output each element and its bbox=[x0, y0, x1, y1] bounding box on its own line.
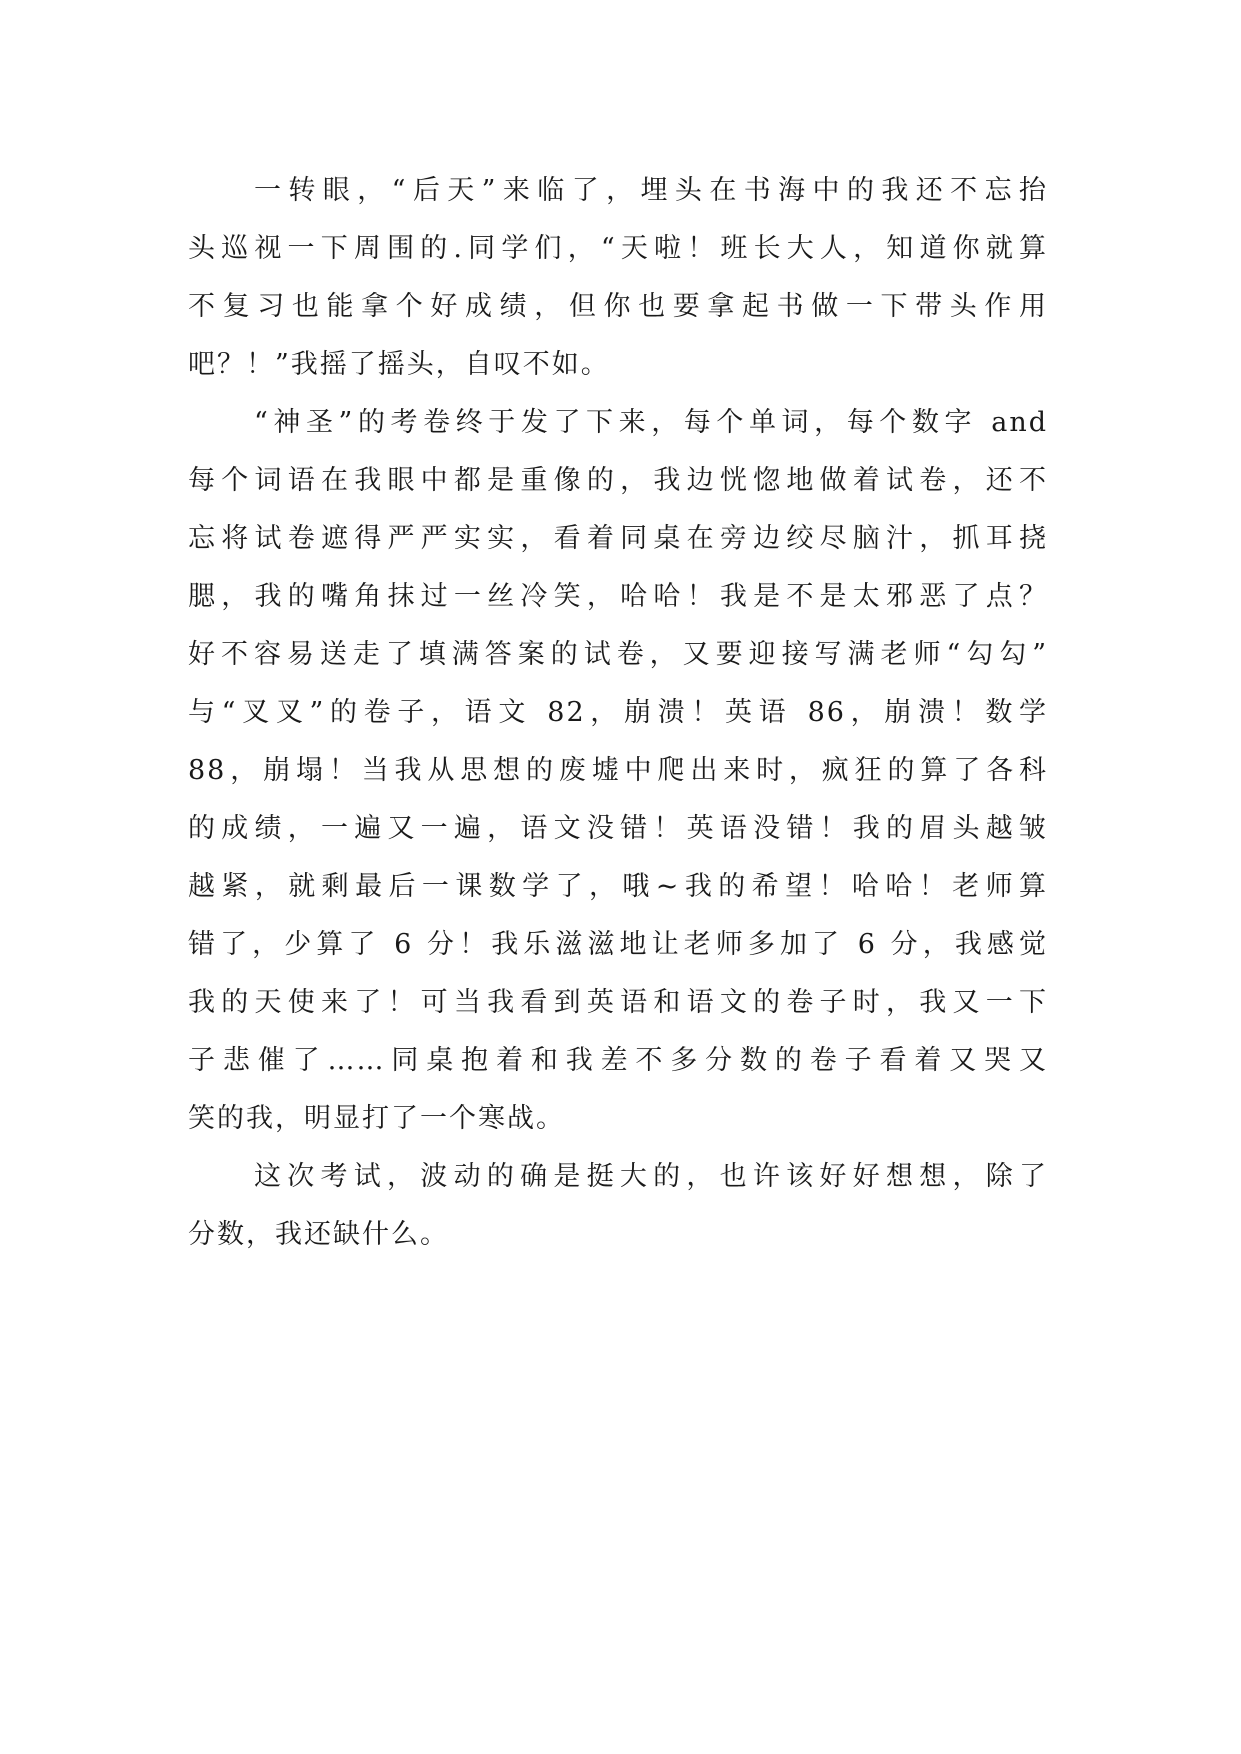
text-line: 不复习也能拿个好成绩，但你也要拿起书做一下带头作用 bbox=[188, 291, 1048, 322]
paragraph-1 bbox=[188, 162, 1048, 394]
text-line: 子悲催了……同桌抱着和我差不多分数的卷子看着又哭又 bbox=[188, 1045, 1048, 1076]
text-line: 与“叉叉”的卷子，语文 82，崩溃！英语 86，崩溃！数学 bbox=[188, 697, 1048, 728]
text-line: 腮，我的嘴角抹过一丝冷笑，哈哈！我是不是太邪恶了点？ bbox=[188, 581, 1048, 612]
text-line: 越紧，就剩最后一课数学了，哦~我的希望！哈哈！老师算 bbox=[188, 871, 1048, 902]
paragraph-3 bbox=[188, 1148, 1048, 1264]
text-line: 的成绩，一遍又一遍，语文没错！英语没错！我的眉头越皱 bbox=[188, 813, 1048, 844]
text-line: 吧？！”我摇了摇头，自叹不如。 bbox=[188, 349, 610, 380]
text-line: 我的天使来了！可当我看到英语和语文的卷子时，我又一下 bbox=[188, 987, 1048, 1018]
text-line: 笑的我，明显打了一个寒战。 bbox=[188, 1103, 565, 1134]
text-line: 好不容易送走了填满答案的试卷，又要迎接写满老师“勾勾” bbox=[188, 639, 1048, 670]
document-body bbox=[188, 162, 1048, 1264]
text-line: 分数，我还缺什么。 bbox=[188, 1219, 449, 1250]
text-line: 错了，少算了 6 分！我乐滋滋地让老师多加了 6 分，我感觉 bbox=[188, 929, 1048, 960]
text-line: 一转眼，“后天”来临了，埋头在书海中的我还不忘抬 bbox=[254, 175, 1048, 206]
text-line: “神圣”的考卷终于发了下来，每个单词，每个数字 and bbox=[254, 407, 1048, 438]
text-line: 头巡视一下周围的.同学们，“天啦！班长大人，知道你就算 bbox=[188, 233, 1048, 264]
text-line: 每个词语在我眼中都是重像的，我边恍惚地做着试卷，还不 bbox=[188, 465, 1048, 496]
text-line: 这次考试，波动的确是挺大的，也许该好好想想，除了 bbox=[254, 1161, 1048, 1192]
text-line: 忘将试卷遮得严严实实，看着同桌在旁边绞尽脑汁，抓耳挠 bbox=[188, 523, 1048, 554]
paragraph-2 bbox=[188, 394, 1048, 1148]
text-line: 88，崩塌！当我从思想的废墟中爬出来时，疯狂的算了各科 bbox=[188, 755, 1048, 786]
